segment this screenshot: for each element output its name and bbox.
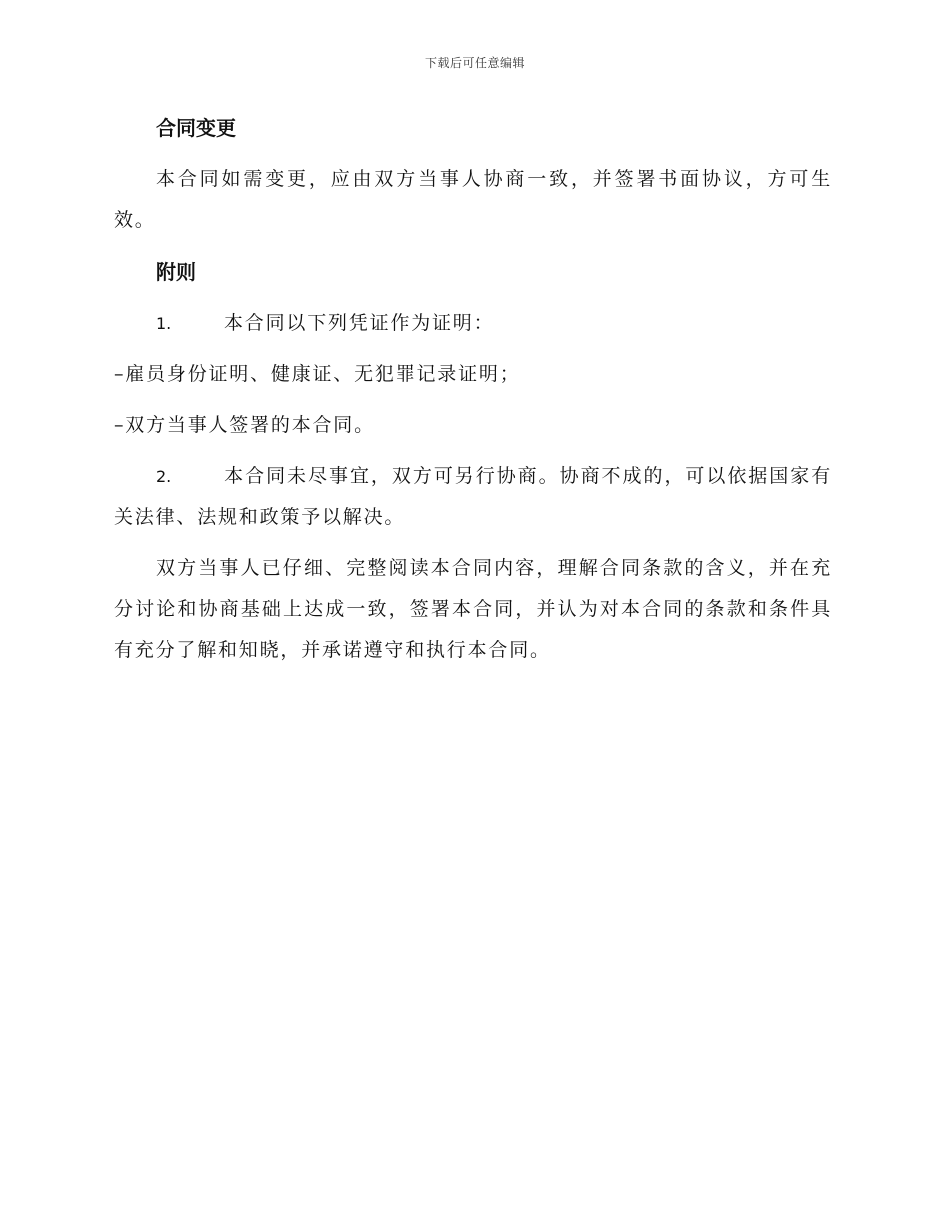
page-header: 下载后可任意编辑 bbox=[424, 56, 525, 70]
document-body bbox=[114, 107, 832, 681]
appendix-item-1-text: 本合同以下列凭证作为证明： bbox=[224, 312, 495, 334]
closing-paragraph: 双方当事人已仔细、完整阅读本合同内容，理解合同条款的含义，并在充分讨论和协商基础上达成一致，签署本合同，并认为对本合同的条款和条件具有充分了解和知晓，并承诺遵守和执行本合同。 bbox=[114, 557, 832, 661]
appendix-item-2 bbox=[114, 456, 832, 538]
appendix-item-2-text: 本合同未尽事宜，双方可另行协商。协商不成的，可以依据国家有关法律、法规和政策予以解决。 bbox=[114, 465, 832, 528]
contract-change-paragraph: 本合同如需变更，应由双方当事人协商一致，并签署书面协议，方可生效。 bbox=[114, 168, 832, 231]
section-title-appendix: 附则 bbox=[156, 260, 196, 284]
appendix-bullet-2: –双方当事人签署的本合同。 bbox=[114, 414, 375, 436]
appendix-item-1 bbox=[114, 303, 832, 344]
section-title-contract-change: 合同变更 bbox=[156, 116, 236, 140]
appendix-item-2-number: 2. bbox=[156, 467, 172, 486]
appendix-bullet-1: –雇员身份证明、健康证、无犯罪记录证明； bbox=[114, 363, 521, 385]
appendix-item-1-number: 1. bbox=[156, 314, 172, 333]
